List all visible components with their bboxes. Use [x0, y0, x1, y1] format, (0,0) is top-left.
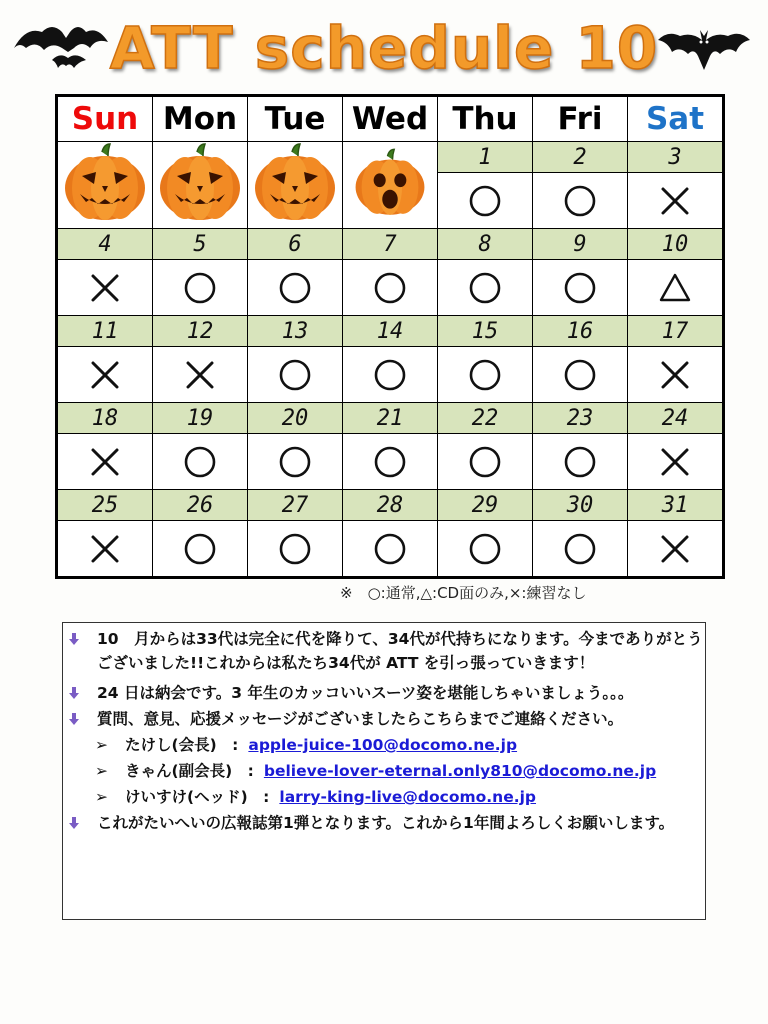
mark-cell [533, 347, 628, 403]
pumpkin-cell [153, 142, 248, 229]
date-cell: 11 [57, 316, 153, 347]
mark-cell [533, 260, 628, 316]
mark-cell [628, 260, 724, 316]
weekday-tue: Tue [248, 96, 343, 142]
pumpkin-icon [62, 142, 148, 222]
circle-mark-icon [278, 358, 312, 392]
contact-item [95, 759, 656, 783]
date-cell: 18 [57, 403, 153, 434]
bullet-item [69, 707, 705, 731]
pumpkin-scared-icon [353, 142, 427, 222]
bullet-text: 24 日は納会です。3 年生のカッコいいスーツ姿を堪能しちゃいましょう。。。 [97, 684, 634, 702]
weekday-wed: Wed [343, 96, 438, 142]
circle-mark-icon [183, 532, 217, 566]
date-cell: 23 [533, 403, 628, 434]
bullet-arrow-icon [69, 687, 79, 699]
circle-mark-icon [468, 184, 502, 218]
circle-mark-icon [278, 445, 312, 479]
mark-cell [343, 347, 438, 403]
date-cell: 13 [248, 316, 343, 347]
date-cell: 8 [438, 229, 533, 260]
date-cell: 7 [343, 229, 438, 260]
cross-mark-icon [658, 184, 692, 218]
calendar-table [55, 94, 725, 579]
pumpkin-cell [248, 142, 343, 229]
circle-mark-icon [373, 445, 407, 479]
page-title: ATT schedule 10 [109, 14, 659, 82]
attendance-mark-row [57, 260, 724, 316]
weekday-fri: Fri [533, 96, 628, 142]
mark-cell [57, 347, 153, 403]
weekday-sun: Sun [57, 96, 153, 142]
chevron-right-icon: ➢ [95, 762, 108, 780]
date-cell: 9 [533, 229, 628, 260]
pumpkin-icon [157, 142, 243, 222]
attendance-mark-row [57, 434, 724, 490]
date-number-row [57, 490, 724, 521]
pumpkin-icon [252, 142, 338, 222]
mark-cell [628, 521, 724, 578]
date-cell: 24 [628, 403, 724, 434]
circle-mark-icon [468, 445, 502, 479]
mark-cell [343, 260, 438, 316]
date-cell: 17 [628, 316, 724, 347]
date-cell: 6 [248, 229, 343, 260]
contact-email-link[interactable]: larry-king-live@docomo.ne.jp [279, 788, 537, 806]
chevron-right-icon: ➢ [95, 788, 108, 806]
cross-mark-icon [658, 532, 692, 566]
bullet-text: 質問、意見、応援メッセージがございましたらこちらまでご連絡ください。 [97, 710, 624, 728]
bullet-item [69, 681, 705, 705]
circle-mark-icon [563, 445, 597, 479]
mark-cell [628, 173, 724, 229]
mark-cell [438, 173, 533, 229]
date-cell: 28 [343, 490, 438, 521]
weekday-sat: Sat [628, 96, 724, 142]
mark-cell [57, 434, 153, 490]
contact-email-link[interactable]: believe-lover-eternal.only810@docomo.ne.jp [263, 762, 657, 780]
bullet-arrow-icon [69, 633, 79, 645]
legend-note: ※ ○:通常,△:CD面のみ,×:練習なし [340, 584, 587, 602]
attendance-mark-row [57, 347, 724, 403]
circle-mark-icon [468, 532, 502, 566]
contact-item [95, 785, 536, 809]
mark-cell [343, 434, 438, 490]
date-cell: 15 [438, 316, 533, 347]
date-cell: 16 [533, 316, 628, 347]
circle-mark-icon [563, 271, 597, 305]
attendance-mark-row [57, 521, 724, 578]
cross-mark-icon [658, 445, 692, 479]
cross-mark-icon [88, 358, 122, 392]
mark-cell [438, 347, 533, 403]
cross-mark-icon [658, 358, 692, 392]
weekday-thu: Thu [438, 96, 533, 142]
weekday-mon: Mon [153, 96, 248, 142]
circle-mark-icon [563, 184, 597, 218]
date-cell: 30 [533, 490, 628, 521]
circle-mark-icon [563, 358, 597, 392]
mark-cell [248, 434, 343, 490]
triangle-mark-icon [658, 271, 692, 305]
date-cell: 25 [57, 490, 153, 521]
date-cell: 3 [628, 142, 724, 173]
date-cell: 2 [533, 142, 628, 173]
date-cell: 19 [153, 403, 248, 434]
circle-mark-icon [563, 532, 597, 566]
contact-name: きゃん(副会長) : [125, 762, 254, 780]
date-cell: 29 [438, 490, 533, 521]
date-cell: 5 [153, 229, 248, 260]
date-cell: 22 [438, 403, 533, 434]
circle-mark-icon [278, 271, 312, 305]
circle-mark-icon [373, 532, 407, 566]
mark-cell [438, 521, 533, 578]
date-number-row [57, 142, 724, 173]
date-cell: 12 [153, 316, 248, 347]
mark-cell [248, 260, 343, 316]
circle-mark-icon [373, 271, 407, 305]
date-cell: 1 [438, 142, 533, 173]
chevron-right-icon: ➢ [95, 736, 108, 754]
pumpkin-cell [57, 142, 153, 229]
bat-icon [656, 26, 752, 82]
date-cell: 21 [343, 403, 438, 434]
header [0, 0, 768, 92]
circle-mark-icon [278, 532, 312, 566]
mark-cell [343, 521, 438, 578]
mark-cell [153, 347, 248, 403]
mark-cell [438, 260, 533, 316]
cross-mark-icon [88, 271, 122, 305]
circle-mark-icon [373, 358, 407, 392]
date-cell: 31 [628, 490, 724, 521]
info-box [62, 622, 706, 920]
date-cell: 27 [248, 490, 343, 521]
mark-cell [438, 434, 533, 490]
date-number-row [57, 316, 724, 347]
date-cell: 14 [343, 316, 438, 347]
mark-cell [153, 260, 248, 316]
contact-item [95, 733, 517, 757]
mark-cell [248, 521, 343, 578]
date-number-row [57, 229, 724, 260]
pumpkin-cell [343, 142, 438, 229]
date-cell: 20 [248, 403, 343, 434]
bullet-arrow-icon [69, 713, 79, 725]
contact-name: たけし(会長) : [125, 736, 239, 754]
date-cell: 26 [153, 490, 248, 521]
mark-cell [533, 173, 628, 229]
circle-mark-icon [468, 358, 502, 392]
bullet-item [69, 811, 705, 835]
mark-cell [248, 347, 343, 403]
contact-name: けいすけ(ヘッド) : [125, 788, 270, 806]
contact-email-link[interactable]: apple-juice-100@docomo.ne.jp [248, 736, 518, 754]
mark-cell [57, 521, 153, 578]
date-cell: 4 [57, 229, 153, 260]
date-cell: 10 [628, 229, 724, 260]
cross-mark-icon [88, 532, 122, 566]
mark-cell [153, 434, 248, 490]
mark-cell [628, 434, 724, 490]
mark-cell [153, 521, 248, 578]
mark-cell [533, 434, 628, 490]
circle-mark-icon [183, 445, 217, 479]
circle-mark-icon [183, 271, 217, 305]
bullet-text: 10 月からは33代は完全に代を降りて、34代が代持ちになります。今までありがとうございました!!これからは私たち34代が ATT を引っ張っていきます！ [97, 630, 703, 672]
mark-cell [57, 260, 153, 316]
mark-cell [628, 347, 724, 403]
mark-cell [533, 521, 628, 578]
bullet-arrow-icon [69, 817, 79, 829]
closing-text: これがたいへいの広報誌第1弾となります。これから1年間よろしくお願いします。 [97, 814, 675, 832]
date-number-row [57, 403, 724, 434]
bullet-item [69, 627, 705, 675]
circle-mark-icon [468, 271, 502, 305]
cross-mark-icon [88, 445, 122, 479]
cross-mark-icon [183, 358, 217, 392]
weekday-header-row [57, 96, 724, 142]
